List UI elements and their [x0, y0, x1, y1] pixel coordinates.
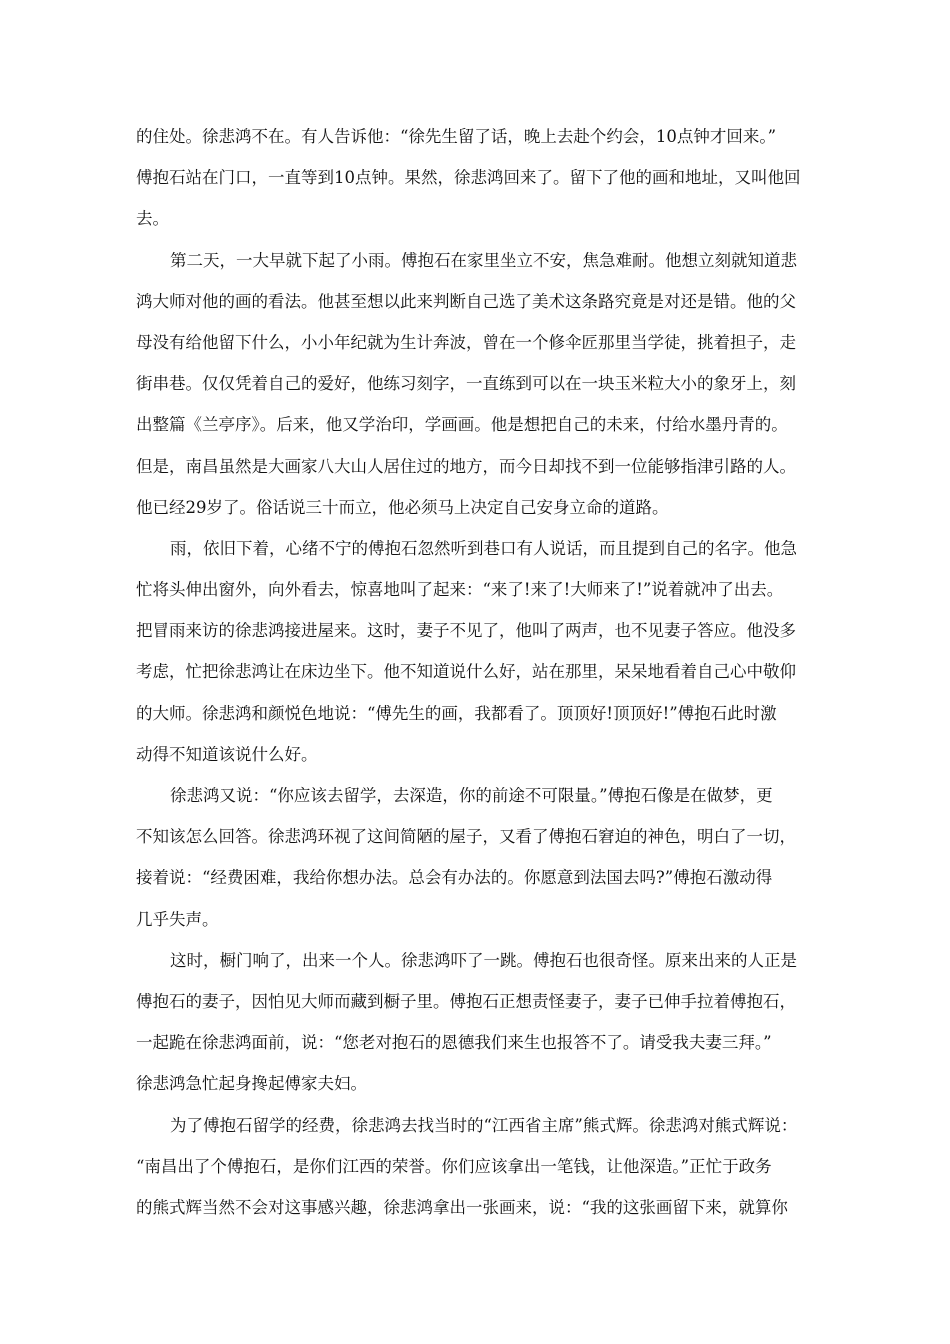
text-line: [136, 322, 817, 363]
text-line: [136, 816, 817, 857]
text-line: [136, 116, 817, 157]
line-text: 的住处。徐悲鸿不在。有人告诉他：“徐先生留了话，晚上去赴个约会，10点钟才回来。”: [136, 127, 777, 146]
line-text: 母没有给他留下什么，小小年纪就为生计奔波，曾在一个修伞匠那里当学徒，挑着担子，走: [136, 332, 796, 352]
line-text: 但是，南昌虽然是大画家八大山人居住过的地方，而今日却找不到一位能够指津引路的人。: [136, 456, 796, 476]
text-line: [136, 857, 817, 898]
document-body: [136, 116, 817, 1228]
line-text: 不知该怎么回答。徐悲鸿环视了这间简陋的屋子，又看了傅抱石窘迫的神色，明白了一切，: [136, 827, 796, 847]
text-line: [136, 1187, 817, 1228]
line-text: 出整篇《兰亭序》。后来，他又学治印，学画画。他是想把自己的未来，付给水墨丹青的。: [136, 415, 788, 435]
line-text: 接着说：“经费困难，我给你想办法。总会有办法的。你愿意到法国去吗?”傅抱石激动得: [136, 868, 773, 888]
text-line: [136, 487, 817, 528]
text-line: [136, 363, 817, 404]
line-text: 第二天，一大早就下起了小雨。傅抱石在家里坐立不安，焦急难耐。他想立刻就知道悲: [170, 250, 797, 270]
line-text: 街串巷。仅仅凭着自己的爱好，他练习刻字，一直练到可以在一块玉米粒大小的象牙上，刻: [136, 374, 796, 394]
text-line: [136, 198, 817, 239]
text-line: [136, 1063, 817, 1104]
line-text: 雨，依旧下着，心绪不宁的傅抱石忽然听到巷口有人说话，而且提到自己的名字。他急: [170, 538, 797, 558]
text-line: [136, 281, 817, 322]
text-line: [136, 446, 817, 487]
text-line: [136, 569, 817, 610]
line-text: 去。: [136, 209, 169, 229]
line-text: 他已经29岁了。俗话说三十而立，他必须马上决定自己安身立命的道路。: [136, 497, 669, 517]
text-line: [136, 981, 817, 1022]
line-text: 的熊式辉当然不会对这事感兴趣，徐悲鸿拿出一张画来，说：“我的这张画留下来，就算你: [136, 1197, 788, 1217]
line-text: 徐悲鸿急忙起身搀起傅家夫妇。: [136, 1074, 367, 1094]
line-text: 一起跪在徐悲鸿面前，说：“您老对抱石的恩德我们来生也报答不了。请受我夫妻三拜。”: [136, 1033, 772, 1053]
text-line: [136, 651, 817, 692]
text-line: [136, 157, 817, 198]
line-text: 为了傅抱石留学的经费，徐悲鸿去找当时的“江西省主席”熊式辉。徐悲鸿对熊式辉说：: [170, 1115, 798, 1135]
line-text: 这时，橱门响了，出来一个人。徐悲鸿吓了一跳。傅抱石也很奇怪。原来出来的人正是: [170, 950, 797, 970]
line-text: 的大师。徐悲鸿和颜悦色地说：“傅先生的画，我都看了。顶顶好!顶顶好!”傅抱石此时激: [136, 703, 777, 723]
text-line: [136, 610, 817, 651]
paragraph-first-line: [136, 940, 817, 981]
text-line: [136, 404, 817, 445]
line-text: “南昌出了个傅抱石，是你们江西的荣誉。你们应该拿出一笔钱，让他深造。”正忙于政务: [136, 1156, 772, 1176]
line-text: 鸿大师对他的画的看法。他甚至想以此来判断自己选了美术这条路究竟是对还是错。他的父: [136, 291, 796, 311]
line-text: 傅抱石的妻子，因怕见大师而藏到橱子里。傅抱石正想责怪妻子，妻子已伸手拉着傅抱石，: [136, 991, 796, 1011]
line-text: 动得不知道该说什么好。: [136, 744, 318, 764]
line-text: 考虑，忙把徐悲鸿让在床边坐下。他不知道说什么好，站在那里，呆呆地看着自己心中敬仰: [136, 662, 796, 682]
text-line: [136, 1022, 817, 1063]
text-line: [136, 734, 817, 775]
line-text: 把冒雨来访的徐悲鸿接进屋来。这时，妻子不见了，他叫了两声，也不见妻子答应。他没多: [136, 621, 796, 641]
paragraph-first-line: [136, 240, 817, 281]
paragraph-first-line: [136, 1105, 817, 1146]
paragraph-first-line: [136, 528, 817, 569]
line-text: 徐悲鸿又说：“你应该去留学，去深造，你的前途不可限量。”傅抱石像是在做梦，更: [170, 786, 773, 805]
paragraph-first-line: [136, 775, 817, 816]
text-line: [136, 899, 817, 940]
line-text: 傅抱石站在门口，一直等到10点钟。果然，徐悲鸿回来了。留下了他的画和地址，又叫他回: [136, 168, 801, 188]
text-line: [136, 693, 817, 734]
line-text: 几乎失声。: [136, 909, 219, 929]
text-line: [136, 1146, 817, 1187]
line-text: 忙将头伸出窗外，向外看去，惊喜地叫了起来：“来了!来了!大师来了!”说着就冲了出去。: [136, 580, 784, 600]
